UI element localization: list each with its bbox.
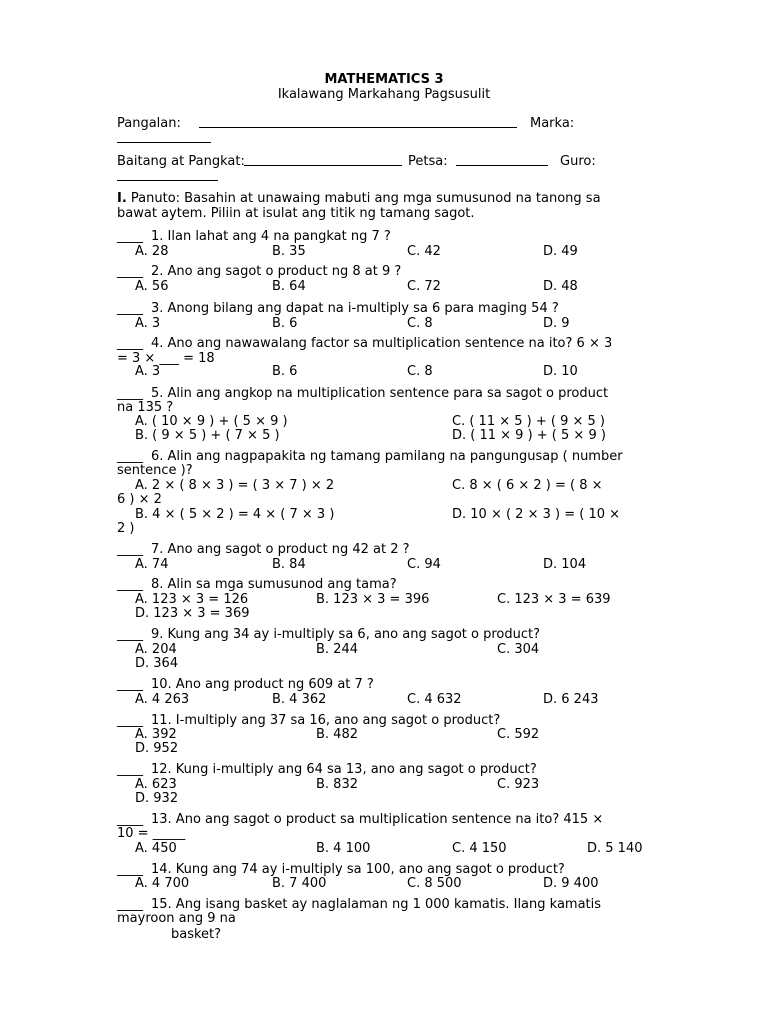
- question-stem-cont: basket?: [171, 927, 222, 942]
- choice: D. ( 11 × 9 ) + ( 5 × 9 ): [452, 428, 606, 443]
- answer-blank[interactable]: ____: [117, 449, 143, 464]
- choice: C. ( 11 × 5 ) + ( 9 × 5 ): [452, 414, 605, 429]
- question-stem: 11. I-multiply ang 37 sa 16, ano ang sagot o product?: [151, 713, 501, 728]
- choice: B. 84: [272, 557, 306, 572]
- choice: C. 72: [407, 279, 441, 294]
- question-stem: 6. Alin ang nagpapakita ng tamang pamilang na pangungusap ( number: [151, 449, 623, 464]
- question-stem-cont: 10 = _____: [117, 826, 186, 841]
- choice: B. 244: [316, 642, 358, 657]
- question-stem-cont: = 3 × ___ = 18: [117, 351, 215, 366]
- choice: B. 123 × 3 = 396: [316, 592, 430, 607]
- choice: C. 592: [497, 727, 540, 742]
- answer-blank[interactable]: ____: [117, 862, 143, 877]
- score-label: Marka:: [530, 116, 575, 131]
- choice: A. 74: [135, 557, 169, 572]
- choice: B. 4 100: [316, 841, 371, 856]
- choice: B. 7 400: [272, 876, 327, 891]
- question-stem-cont: na 135 ?: [117, 400, 174, 415]
- choice: A. 2 × ( 8 × 3 ) = ( 3 × 7 ) × 2: [135, 478, 335, 493]
- choice: C. 94: [407, 557, 441, 572]
- choice: C. 8 × ( 6 × 2 ) = ( 8 ×: [452, 478, 603, 493]
- page-subtitle: Ikalawang Markahang Pagsusulit: [277, 87, 491, 102]
- choice: A. 623: [135, 777, 177, 792]
- answer-blank[interactable]: ____: [117, 301, 143, 316]
- choice-cont: 2 ): [117, 521, 135, 536]
- question-stem: 14. Kung ang 74 ay i-multiply sa 100, ano ang sagot o product?: [151, 862, 565, 877]
- question-stem: 1. Ilan lahat ang 4 na pangkat ng 7 ?: [151, 229, 391, 244]
- choice: B. 6: [272, 316, 298, 331]
- choice: B. 832: [316, 777, 358, 792]
- question-stem: 13. Ano ang sagot o product sa multiplication sentence na ito? 415 ×: [151, 812, 604, 827]
- question-stem: 4. Ano ang nawawalang factor sa multiplication sentence na ito? 6 × 3: [151, 336, 613, 351]
- name-label: Pangalan:: [117, 116, 181, 131]
- teacher-label: Guro:: [560, 154, 596, 169]
- choice: A. 56: [135, 279, 169, 294]
- choice: D. 10 × ( 2 × 3 ) = ( 10 ×: [452, 507, 621, 522]
- choice: D. 364: [135, 656, 179, 671]
- choice: A. 4 700: [135, 876, 190, 891]
- answer-blank[interactable]: ____: [117, 897, 143, 912]
- choice: D. 9 400: [543, 876, 599, 891]
- choice: D. 10: [543, 364, 578, 379]
- choice: A. ( 10 × 9 ) + ( 5 × 9 ): [135, 414, 288, 429]
- choice: D. 48: [543, 279, 578, 294]
- date-field[interactable]: [456, 154, 548, 166]
- choice: C. 8: [407, 316, 433, 331]
- question-stem: 15. Ang isang basket ay naglalaman ng 1 000 kamatis. Ilang kamatis: [151, 897, 602, 912]
- question-stem-cont: mayroon ang 9 na: [117, 911, 236, 926]
- answer-blank[interactable]: ____: [117, 542, 143, 557]
- section-numeral: I.: [117, 191, 127, 206]
- choice: D. 5 140: [587, 841, 643, 856]
- choice: C. 923: [497, 777, 540, 792]
- choice: A. 123 × 3 = 126: [135, 592, 249, 607]
- choice: B. 35: [272, 244, 306, 259]
- choice: C. 304: [497, 642, 540, 657]
- choice: D. 49: [543, 244, 578, 259]
- answer-blank[interactable]: ____: [117, 577, 143, 592]
- answer-blank[interactable]: ____: [117, 713, 143, 728]
- choice: A. 3: [135, 364, 161, 379]
- choice: A. 392: [135, 727, 177, 742]
- question-stem: 2. Ano ang sagot o product ng 8 at 9 ?: [151, 264, 402, 279]
- choice: D. 104: [543, 557, 587, 572]
- name-field[interactable]: [199, 116, 517, 128]
- choice: A. 4 263: [135, 692, 190, 707]
- choice: B. 4 × ( 5 × 2 ) = 4 × ( 7 × 3 ): [135, 507, 335, 522]
- answer-blank[interactable]: ____: [117, 677, 143, 692]
- choice: B. 4 362: [272, 692, 327, 707]
- choice: D. 9: [543, 316, 570, 331]
- choice-cont: 6 ) × 2: [117, 492, 162, 507]
- choice: C. 42: [407, 244, 441, 259]
- date-label: Petsa:: [408, 154, 448, 169]
- choice: D. 932: [135, 791, 179, 806]
- question-stem: 5. Alin ang angkop na multiplication sentence para sa sagot o product: [151, 386, 609, 401]
- choice: A. 28: [135, 244, 169, 259]
- instructions-line-1: I. Panuto: Basahin at unawaing mabuti ang mga sumusunod na tanong sa: [117, 191, 601, 206]
- answer-blank[interactable]: ____: [117, 229, 143, 244]
- choice: C. 8: [407, 364, 433, 379]
- choice: C. 123 × 3 = 639: [497, 592, 611, 607]
- choice: B. ( 9 × 5 ) + ( 7 × 5 ): [135, 428, 280, 443]
- answer-blank[interactable]: ____: [117, 762, 143, 777]
- choice: C. 4 150: [452, 841, 507, 856]
- answer-blank[interactable]: ____: [117, 386, 143, 401]
- choice: B. 6: [272, 364, 298, 379]
- instructions-line-2: bawat aytem. Piliin at isulat ang titik ng tamang sagot.: [117, 206, 475, 221]
- answer-blank[interactable]: ____: [117, 264, 143, 279]
- choice: D. 952: [135, 741, 179, 756]
- question-stem: 10. Ano ang product ng 609 at 7 ?: [151, 677, 374, 692]
- grade-field[interactable]: [244, 154, 402, 166]
- page-title: MATHEMATICS 3: [324, 72, 444, 87]
- grade-label: Baitang at Pangkat:: [117, 154, 245, 169]
- answer-blank[interactable]: ____: [117, 812, 143, 827]
- score-field[interactable]: [117, 131, 211, 143]
- question-stem: 9. Kung ang 34 ay i-multiply sa 6, ano ang sagot o product?: [151, 627, 540, 642]
- choice: D. 123 × 3 = 369: [135, 606, 250, 621]
- choice: A. 450: [135, 841, 177, 856]
- question-stem: 3. Anong bilang ang dapat na i-multiply sa 6 para maging 54 ?: [151, 301, 559, 316]
- question-stem: 7. Ano ang sagot o product ng 42 at 2 ?: [151, 542, 410, 557]
- question-stem-cont: sentence )?: [117, 463, 193, 478]
- choice: B. 482: [316, 727, 358, 742]
- answer-blank[interactable]: ____: [117, 627, 143, 642]
- choice: B. 64: [272, 279, 306, 294]
- question-stem: 8. Alin sa mga sumusunod ang tama?: [151, 577, 397, 592]
- question-stem: 12. Kung i-multiply ang 64 sa 13, ano ang sagot o product?: [151, 762, 537, 777]
- choice: C. 8 500: [407, 876, 462, 891]
- choice: A. 3: [135, 316, 161, 331]
- choice: A. 204: [135, 642, 177, 657]
- choice: C. 4 632: [407, 692, 462, 707]
- answer-blank[interactable]: ____: [117, 336, 143, 351]
- teacher-field[interactable]: [117, 169, 218, 181]
- choice: D. 6 243: [543, 692, 599, 707]
